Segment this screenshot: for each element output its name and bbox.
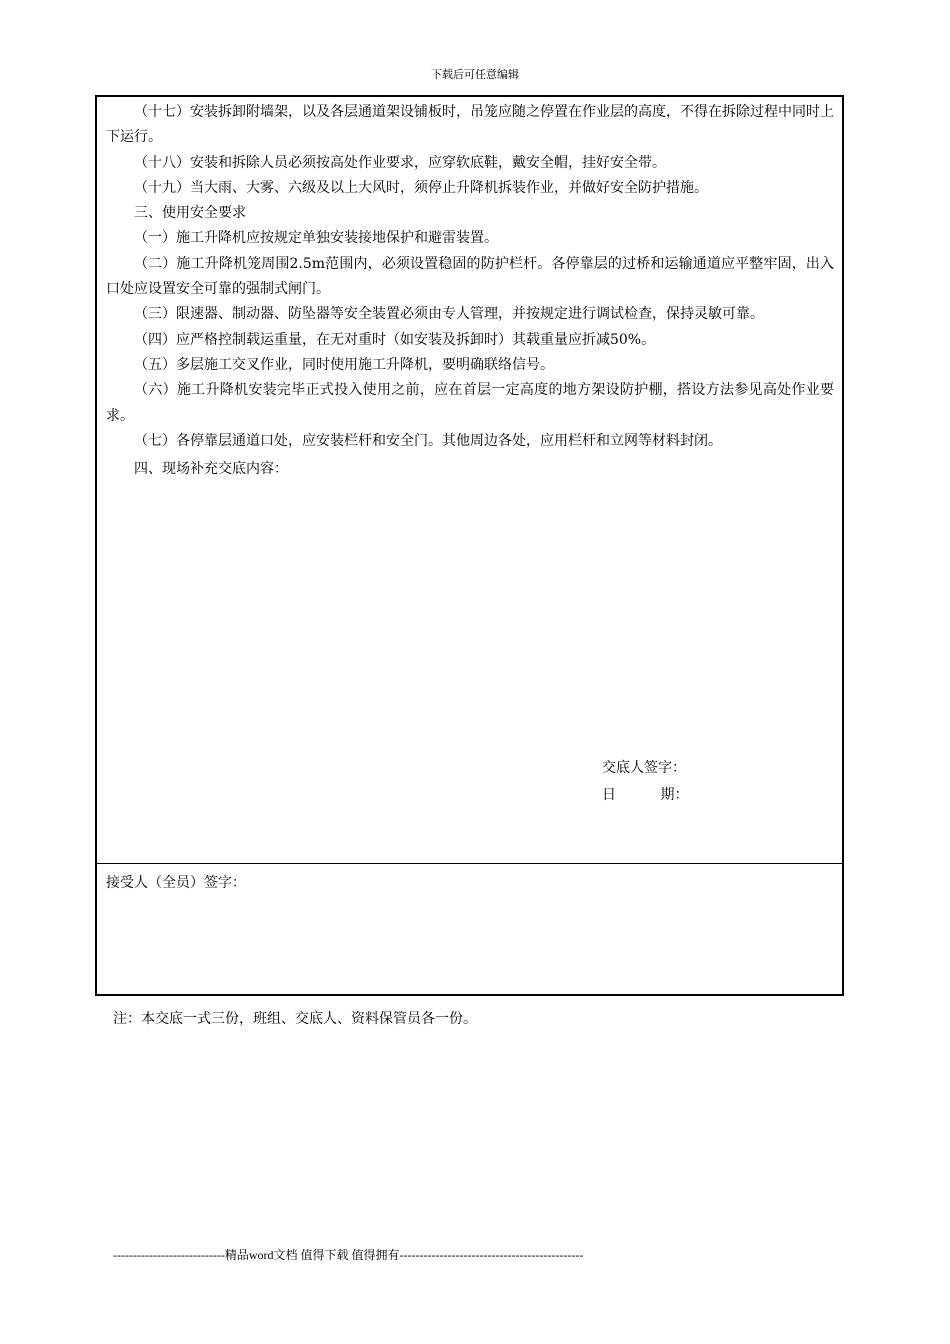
content-text: [106, 100, 834, 482]
date-label: 日 期：: [602, 787, 689, 803]
paragraph-17: （十七）安装拆卸附墙架，以及各层通道架设铺板时，吊笼应随之停置在作业层的高度，不得在拆除过程中同时上下运行。: [106, 104, 834, 146]
header-note: 下载后可任意编辑: [431, 68, 519, 81]
paragraph-use-4: （四）应严格控制载运重量，在无对重时（如安装及拆卸时）其载重量应折减50%。: [134, 331, 656, 348]
paragraph-use-6: （六）施工升降机安装完毕正式投入使用之前，应在首层一定高度的地方架设防护棚，搭设方法参见高处作业要求。: [106, 382, 834, 424]
paragraph-use-1: （一）施工升降机应按规定单独安装接地保护和避雷装置。: [134, 230, 498, 247]
paragraph-use-3: （三）限速器、制动器、防坠器等安全装置必须由专人管理，并按规定进行调试检查，保持灵敏可靠。: [134, 306, 764, 323]
content-cell: [97, 97, 842, 864]
paragraph-19: （十九）当大雨、大雾、六级及以上大风时，须停止升降机拆装作业，并做好安全防护措施。: [134, 179, 708, 196]
section-heading-3: 三、使用安全要求: [134, 205, 246, 222]
paragraph-18: （十八）安装和拆除人员必须按高处作业要求，应穿软底鞋，戴安全帽，挂好安全带。: [134, 154, 666, 171]
paragraph-use-7: （七）各停靠层通道口处，应安装栏杆和安全门。其他周边各处，应用栏杆和立网等材料封闭。: [134, 432, 722, 449]
footnote: 注：本交底一式三份，班组、交底人、资料保管员各一份。: [113, 1011, 477, 1027]
receiver-cell: [97, 864, 842, 994]
paragraph-use-2: （二）施工升降机笼周围2.5m范围内，必须设置稳固的防护栏杆。各停靠层的过桥和运输通道应平整牢固，出入口处应设置安全可靠的强制式闸门。: [106, 255, 834, 298]
disclosure-table: [95, 95, 844, 996]
signature-block: [602, 755, 689, 809]
presenter-signature-label: 交底人签字：: [602, 760, 686, 776]
footer-banner: ----------------------------精品word文档 值得下载 值得拥有----------------------------------------------: [113, 1248, 584, 1262]
section-heading-4: 四、现场补充交底内容：: [134, 461, 288, 478]
receiver-signature-label: 接受人（全员）签字：: [106, 875, 246, 891]
paragraph-use-5: （五）多层施工交叉作业，同时使用施工升降机，要明确联络信号。: [134, 356, 554, 373]
